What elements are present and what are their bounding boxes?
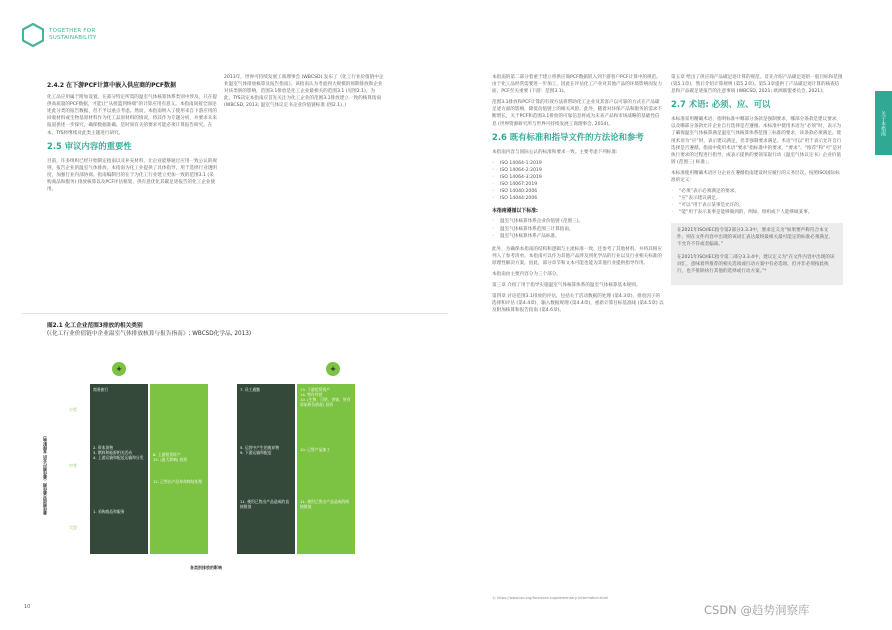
col4-paragraph-1: 第五章 给出了供应商产品碳足迹计算的规范。首先介绍产品碳足迹的一般目标和范围 (第5.1章)，然后介绍计算规则 (第5.2章)。第5.3章提供了产品碳足迹计算的核查信息和产品碳足迹报告的注意事项 (WBCSD, 2021; 欧洲联盟委员会, 2021)。 <box>671 75 843 95</box>
callout-paragraph-2: 在2021年ISO/IEC指令第二部分3.3.4中，建议定义为“在文件内容中出现的该词汇，意味着所推荐的相关选项或行动方案中有必选项，但并非必须按此执行，也不排除执行其他的选择或行动方案。”⁴ <box>677 254 835 274</box>
watermark: CSDN @趋势洞察库 <box>704 603 810 617</box>
col3-paragraph-4: 本指南由主要内容分为三个部分。 <box>492 271 561 277</box>
figure-subtitle: (《化工行业价值链中企业温室气体排放核算与报告指南》; WBCSD化学品, 2013) <box>47 330 252 337</box>
guidance-item: ◦ 温室气体核算体系产品标准。 <box>492 233 664 240</box>
col3-paragraph-5: 第三章 介绍了用于指导实施温室气体核算体系的温室气体核算基本规则。 <box>492 283 641 289</box>
box-a1: 商务旅行 <box>93 387 109 392</box>
box-c2: 5. 运营中产生的废弃物 9. 下游运输和配送 <box>240 445 280 455</box>
box-group-a <box>90 384 148 554</box>
tier-medium: 中等 <box>69 463 77 468</box>
guidance-item: ◦ 温室气体核算体系范围三计算指南。 <box>492 226 664 233</box>
guidance-heading: 本指南遵循以下标准: <box>492 208 538 215</box>
iso-item: ◦ ISO 14040:2006 <box>492 188 664 195</box>
left-column <box>47 82 217 197</box>
box-d3: 11. 使用已售出产品造成的间接排放 <box>300 499 350 509</box>
logo <box>22 20 152 50</box>
iso-item: ◦ ISO 14044:2006 <box>492 195 664 202</box>
section-heading-2-6: 2.6 既有标准和指导文件的方法论和参考 <box>492 131 644 142</box>
col4-paragraph-2: 本标准采用精确术语，指明标准中哪部分条款是强制要求，哪部分条款是建议要求，以及哪部分条款允许企业自行选择是否遵循。本标准中使用术语为“必须”时，表示为了确保温室气体核算满足温室气体核算体系范围三标准的要求，该条款必须满足。使用术语为“应”时，表示建议满足，但非强制要求满足。术语“可以”用于表示允许自行选择是否遵循。指南中使用术语“要求”指标准中的要求，“要求”、“推荐”和“可”是对执行要求的过程进行指导，或表示提供的要领采取行动《温室气体议定书》企业价值链 (范围三) 标准」。 <box>671 117 842 165</box>
box-d1: 13. 下游租赁资产 14. 特许经营 10. (生物、可供、供销、所有原始和负债责) 投资 <box>300 387 351 407</box>
left-paragraph-1: 化工品应用属于附加设置。在部分特定所需的温室气体核算体系类别中涉及。只在提供高质量的PCF数据，才能让“从摇篮到终端”的计算应用有意义。本指南间接全面论述此分类的报告数据，但不予以重点考虑。然而，本指南纳入了使用来自下游应用的回收材料或生物基原材料作为化工品原材料的情况，将其作为专题分析，并要求未来报道供述一步探究，确保数据准确。是时间有关的要求可能必须计算报告研究。在本，TfS将继续对此类主题进行研究。 <box>47 95 217 136</box>
middle-column <box>224 74 384 113</box>
upstream-symbol: + <box>112 362 126 376</box>
y-axis-label: 最佳测值对最佳测（最佳测行业的 直接影响） <box>42 433 47 515</box>
iso-item: ◦ ISO 14064-2:2019 <box>492 167 664 174</box>
box-group-b <box>150 384 208 554</box>
guidance-list <box>492 218 664 239</box>
col3-paragraph-6: 第四章 讨论范围3.1排放的评估，包括关于活动数据的处理 (第4.3章)，排放因子的选择和评估 (第4.4章)，输入数据规理 (第4.4章)，重新计算目标基准线 (第4.5章) 以及附加核算和报告指南 (第4.6章)。 <box>492 294 664 314</box>
iso-item: ◦ ISO 14064-1:2019 <box>492 160 664 167</box>
tier-large: 大型 <box>69 525 77 530</box>
section-heading-2-7: 2.7 术语: 必须、应、可以 <box>671 99 771 110</box>
term-item: ◦ “应”表示建议满足。 <box>671 195 843 202</box>
figure-title: 图2.1 化工企业范围3排放的相关类别 <box>47 323 143 329</box>
box-c3: 11. 使用已售出产品造成的直接排放 <box>240 499 290 509</box>
box-a2: 2. 资本货物 3. 燃料和能源相关活动 4. 上游运输和配送运输和分发 <box>93 445 144 460</box>
footnote: 1) https://www.iso.org/foreword-supplementary-information.html <box>492 596 609 600</box>
section-heading-2-5: 2.5 审议内容的重要性 <box>47 140 132 151</box>
figure-divider <box>22 313 448 314</box>
box-group-d <box>297 384 355 554</box>
logo-line2: SUSTAINABILITY <box>49 35 97 41</box>
sub-heading: 2.4.2 在下游PCF计算中嵌入供应商的PCF数据 <box>47 82 176 89</box>
col3-paragraph-1: 本指南的第二部分着重于建立将供应商PCF数据嵌入到下游客户PCF计算中的规范。由于化工品经常需要进一步加工，因此在评估化工产业对其他产品的环境影响而发力面，PCF至关重要 (下游：范围3.1)。 <box>492 75 662 95</box>
column-4 <box>671 74 843 285</box>
left-paragraph-2: 目前，许多组织已经开始制定指南以及补充材料，让企业能够通过应用一致公认的规则，报告企业的温室气体排放。本指南为化工业提供了具体指导，用于选择行业透明度，加强行业内部协商。指南编制目的在于为化工行业建立更加一致的范围3.1 (采购商品和服务) 排放核算以及PCF评估框架，供有意优化其碳足迹报告的化工企业使用。 <box>47 158 217 193</box>
figure-diagram <box>40 355 440 577</box>
iso-standards-list <box>492 160 664 203</box>
figure-caption <box>47 323 437 338</box>
iso-item: ◦ ISO 14067:2019 <box>492 181 664 188</box>
logo-text <box>49 28 97 42</box>
box-group-c <box>237 384 295 554</box>
col3-intro: 本指南内容与国际公认的标准和要求一致。主要考虑下列标准: <box>492 149 618 155</box>
page-number: 10 <box>24 604 31 610</box>
hexagon-logo-icon <box>22 23 44 47</box>
term-item: ◦ “必须”表示必须满足的要求。 <box>671 188 843 195</box>
middle-paragraph-1: 2013年，世界可持续发展工商理事会 (WBCSD) 发布了《化工行业价值链中企业温室气体排放核算及报告指南》。该指南认为考虑到大规模的预期排放和企业对该类别的影响，范围3.1排放是化工企业最相关的范围3.1 (见图2.1)。为此，TfS决定本指南应首先关注为化工企业的范围3.1排放建立一致的核算指南 (WBCSD, 2013; 温室气体议定书企业价值链标准 (图2.1)。) <box>224 75 384 109</box>
col4-paragraph-3: 本标准使用精确术语区分企业在遵循指南建设时应履行的义务层次。按照ISO国际标准的定义: <box>671 170 840 184</box>
term-item: ◦ “能”用于表示某事是能够做到的，例如，组织或个人能够做某事。 <box>671 209 843 216</box>
col3-paragraph-3: 此外，为确保本指南的结构和逻辑与主流标准一致，还参考了其他材料。并将其相应列入了参考清单。本指南可以作为其他产品涉及到化学品的行业以及行业相关标准的原理性解决方案。因此，部分章节和文本可能也能为其他行业提供指导作用。 <box>492 246 662 266</box>
guidance-item: ◦ 温室气体核算体系企业价值链 (范围三)。 <box>492 218 664 225</box>
box-d2: 10. 已售产品加工 <box>300 447 331 452</box>
box-b1: 8. 上游租赁资产 15. (最大影响) 投资 <box>153 452 188 462</box>
box-b2: 12. 已售出产品寿命终结处理 <box>153 479 203 484</box>
downstream-symbol: + <box>326 362 340 376</box>
box-c1: 7. 员工通勤 <box>240 387 261 392</box>
iso-item: ◦ ISO 14064-3:2019 <box>492 174 664 181</box>
term-item: ◦ “可以”用于表示某事是允许的。 <box>671 202 843 209</box>
terms-list <box>671 188 843 216</box>
column-3 <box>492 74 664 318</box>
x-axis-label: 各类别排放的影响 <box>190 565 222 570</box>
side-tab[interactable] <box>875 91 892 155</box>
definition-callout <box>671 223 843 286</box>
side-tab-label: 关于本指南 <box>880 110 886 136</box>
callout-paragraph-1: 在2021年ISO/IEC指令第2部分3.3.3中，要求定义为“如果要声称符合本文件，则在文件内容中出现的该词汇表达最终最相关最可能定的标准必须满足，不允许不符或者偏离。” <box>677 227 834 247</box>
logo-line1: TOGETHER FOR <box>49 28 96 34</box>
tier-small: 小型 <box>69 407 77 412</box>
box-a3: 1. 采购商品和服务 <box>93 509 125 514</box>
col3-paragraph-2: 范围3.1排放和PCF计算的有效方法将帮助化工企业及其客户以可靠的方式在产品碳足迹方面的影响，降低价值链上的相关风险。此外，随着对环保产品和服务的需求不断增长，关于PCF和范围3.1排放的可靠信息将成为未来产品和市场战略的基础性信息 (世界资源研究所与世界可持续发展工商理事会, 2014)。 <box>492 100 662 127</box>
